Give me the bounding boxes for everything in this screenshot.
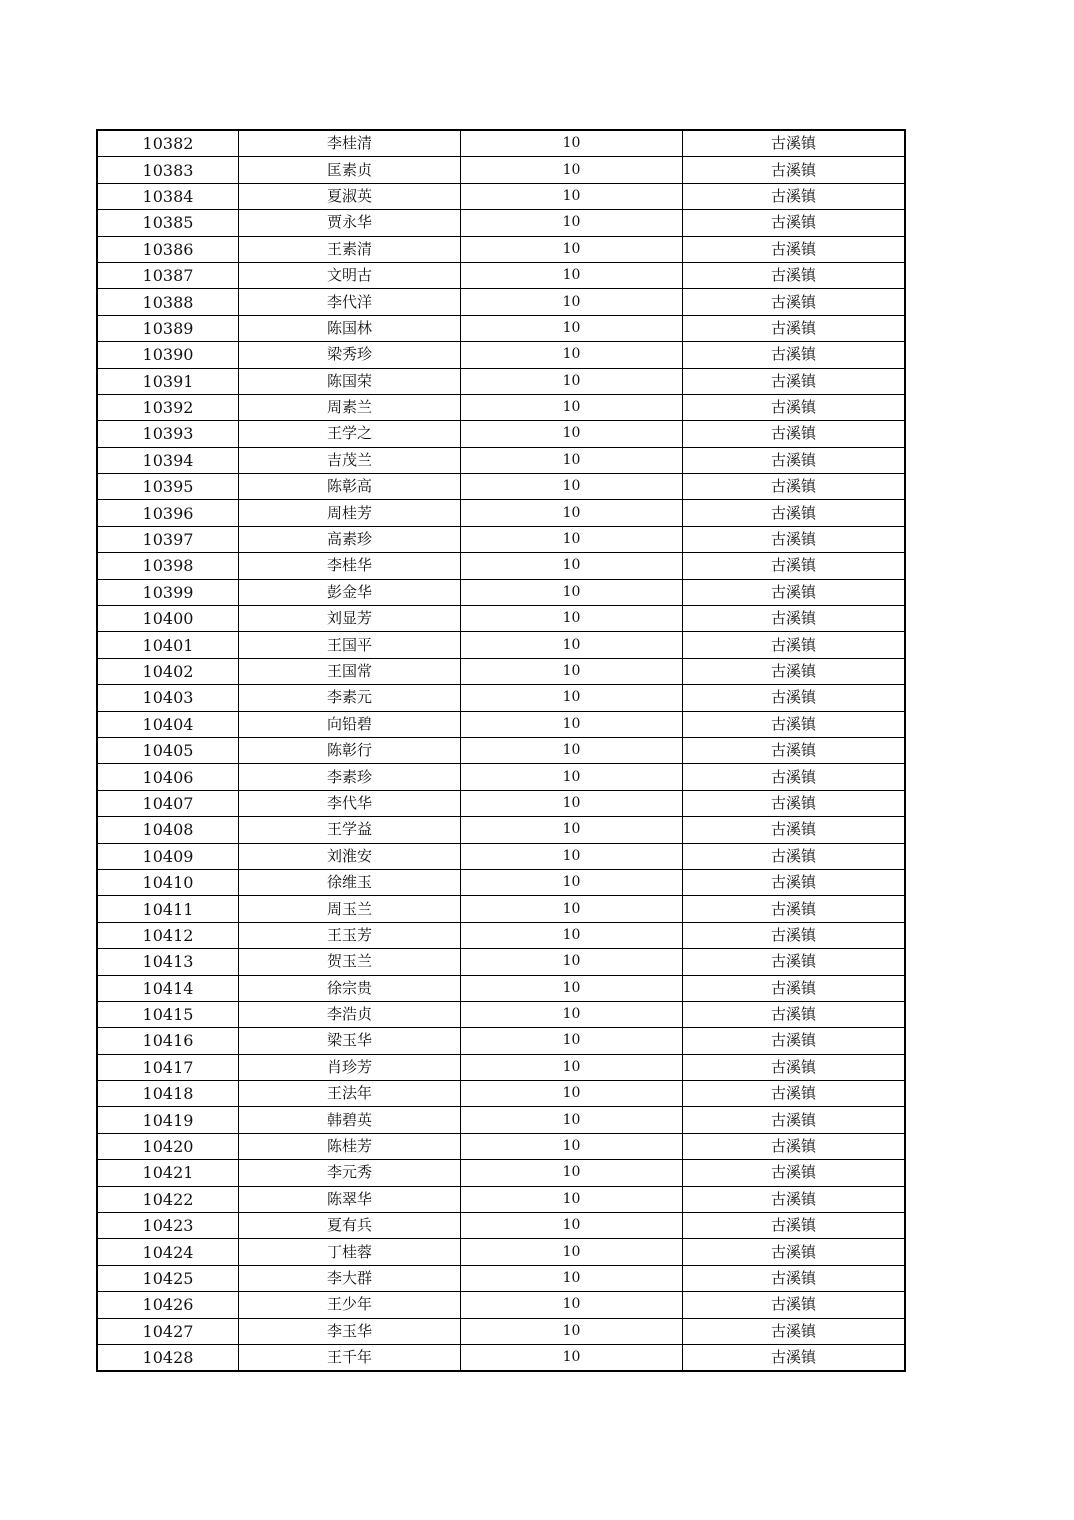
id-cell: 10419 <box>97 1107 239 1133</box>
name-cell: 李元秀 <box>239 1160 461 1186</box>
table-row <box>97 342 905 368</box>
amount-cell: 10 <box>461 1239 683 1265</box>
table-row <box>97 1265 905 1291</box>
town-cell: 古溪镇 <box>683 1028 906 1054</box>
town-cell: 古溪镇 <box>683 236 906 262</box>
amount-cell: 10 <box>461 843 683 869</box>
table-row <box>97 1318 905 1344</box>
name-cell: 吉茂兰 <box>239 447 461 473</box>
id-cell: 10406 <box>97 764 239 790</box>
table-row <box>97 843 905 869</box>
id-cell: 10389 <box>97 315 239 341</box>
name-cell: 李代洋 <box>239 289 461 315</box>
id-cell: 10402 <box>97 658 239 684</box>
town-cell: 古溪镇 <box>683 210 906 236</box>
id-cell: 10383 <box>97 157 239 183</box>
id-cell: 10414 <box>97 975 239 1001</box>
table-row <box>97 1028 905 1054</box>
id-cell: 10424 <box>97 1239 239 1265</box>
town-cell: 古溪镇 <box>683 157 906 183</box>
amount-cell: 10 <box>461 1318 683 1344</box>
town-cell: 古溪镇 <box>683 1292 906 1318</box>
name-cell: 刘淮安 <box>239 843 461 869</box>
town-cell: 古溪镇 <box>683 553 906 579</box>
table-row <box>97 922 905 948</box>
id-cell: 10382 <box>97 130 239 157</box>
id-cell: 10420 <box>97 1133 239 1159</box>
table-row <box>97 1292 905 1318</box>
amount-cell: 10 <box>461 1028 683 1054</box>
amount-cell: 10 <box>461 737 683 763</box>
table-row <box>97 1213 905 1239</box>
id-cell: 10399 <box>97 579 239 605</box>
town-cell: 古溪镇 <box>683 685 906 711</box>
name-cell: 梁玉华 <box>239 1028 461 1054</box>
name-cell: 陈桂芳 <box>239 1133 461 1159</box>
amount-cell: 10 <box>461 1265 683 1291</box>
id-cell: 10427 <box>97 1318 239 1344</box>
name-cell: 王国常 <box>239 658 461 684</box>
name-cell: 王国平 <box>239 632 461 658</box>
amount-cell: 10 <box>461 1344 683 1371</box>
town-cell: 古溪镇 <box>683 1213 906 1239</box>
town-cell: 古溪镇 <box>683 500 906 526</box>
amount-cell: 10 <box>461 1292 683 1318</box>
amount-cell: 10 <box>461 1107 683 1133</box>
roster-table-body <box>97 130 905 1371</box>
amount-cell: 10 <box>461 236 683 262</box>
table-row <box>97 1239 905 1265</box>
id-cell: 10407 <box>97 790 239 816</box>
table-row <box>97 949 905 975</box>
town-cell: 古溪镇 <box>683 183 906 209</box>
amount-cell: 10 <box>461 606 683 632</box>
table-row <box>97 1160 905 1186</box>
amount-cell: 10 <box>461 1160 683 1186</box>
town-cell: 古溪镇 <box>683 1318 906 1344</box>
name-cell: 徐维玉 <box>239 869 461 895</box>
id-cell: 10422 <box>97 1186 239 1212</box>
name-cell: 向铅碧 <box>239 711 461 737</box>
amount-cell: 10 <box>461 922 683 948</box>
table-row <box>97 1107 905 1133</box>
table-row <box>97 500 905 526</box>
amount-cell: 10 <box>461 394 683 420</box>
name-cell: 陈彰高 <box>239 474 461 500</box>
name-cell: 李浩贞 <box>239 1001 461 1027</box>
town-cell: 古溪镇 <box>683 1344 906 1371</box>
town-cell: 古溪镇 <box>683 342 906 368</box>
id-cell: 10392 <box>97 394 239 420</box>
name-cell: 周桂芳 <box>239 500 461 526</box>
id-cell: 10409 <box>97 843 239 869</box>
id-cell: 10418 <box>97 1081 239 1107</box>
table-row <box>97 1001 905 1027</box>
town-cell: 古溪镇 <box>683 1081 906 1107</box>
town-cell: 古溪镇 <box>683 262 906 288</box>
name-cell: 周玉兰 <box>239 896 461 922</box>
table-row <box>97 896 905 922</box>
table-row <box>97 1133 905 1159</box>
id-cell: 10401 <box>97 632 239 658</box>
name-cell: 夏有兵 <box>239 1213 461 1239</box>
table-row <box>97 474 905 500</box>
id-cell: 10391 <box>97 368 239 394</box>
id-cell: 10412 <box>97 922 239 948</box>
amount-cell: 10 <box>461 711 683 737</box>
town-cell: 古溪镇 <box>683 315 906 341</box>
table-row <box>97 632 905 658</box>
amount-cell: 10 <box>461 685 683 711</box>
table-row <box>97 157 905 183</box>
town-cell: 古溪镇 <box>683 368 906 394</box>
amount-cell: 10 <box>461 1133 683 1159</box>
id-cell: 10385 <box>97 210 239 236</box>
id-cell: 10395 <box>97 474 239 500</box>
amount-cell: 10 <box>461 157 683 183</box>
amount-cell: 10 <box>461 183 683 209</box>
amount-cell: 10 <box>461 1001 683 1027</box>
amount-cell: 10 <box>461 632 683 658</box>
table-row <box>97 606 905 632</box>
id-cell: 10387 <box>97 262 239 288</box>
amount-cell: 10 <box>461 500 683 526</box>
town-cell: 古溪镇 <box>683 632 906 658</box>
name-cell: 李代华 <box>239 790 461 816</box>
name-cell: 陈翠华 <box>239 1186 461 1212</box>
id-cell: 10411 <box>97 896 239 922</box>
name-cell: 李大群 <box>239 1265 461 1291</box>
name-cell: 彭金华 <box>239 579 461 605</box>
table-row <box>97 368 905 394</box>
town-cell: 古溪镇 <box>683 790 906 816</box>
name-cell: 李素元 <box>239 685 461 711</box>
table-row <box>97 394 905 420</box>
amount-cell: 10 <box>461 896 683 922</box>
id-cell: 10388 <box>97 289 239 315</box>
amount-cell: 10 <box>461 130 683 157</box>
town-cell: 古溪镇 <box>683 1054 906 1080</box>
id-cell: 10396 <box>97 500 239 526</box>
town-cell: 古溪镇 <box>683 869 906 895</box>
town-cell: 古溪镇 <box>683 421 906 447</box>
town-cell: 古溪镇 <box>683 1107 906 1133</box>
town-cell: 古溪镇 <box>683 1001 906 1027</box>
table-row <box>97 817 905 843</box>
table-row <box>97 130 905 157</box>
name-cell: 文明古 <box>239 262 461 288</box>
town-cell: 古溪镇 <box>683 447 906 473</box>
id-cell: 10408 <box>97 817 239 843</box>
name-cell: 陈彰行 <box>239 737 461 763</box>
amount-cell: 10 <box>461 526 683 552</box>
amount-cell: 10 <box>461 210 683 236</box>
id-cell: 10413 <box>97 949 239 975</box>
name-cell: 丁桂蓉 <box>239 1239 461 1265</box>
amount-cell: 10 <box>461 421 683 447</box>
table-row <box>97 737 905 763</box>
table-row <box>97 579 905 605</box>
amount-cell: 10 <box>461 262 683 288</box>
name-cell: 周素兰 <box>239 394 461 420</box>
amount-cell: 10 <box>461 315 683 341</box>
id-cell: 10410 <box>97 869 239 895</box>
town-cell: 古溪镇 <box>683 658 906 684</box>
amount-cell: 10 <box>461 949 683 975</box>
id-cell: 10426 <box>97 1292 239 1318</box>
town-cell: 古溪镇 <box>683 975 906 1001</box>
table-row <box>97 869 905 895</box>
name-cell: 韩碧英 <box>239 1107 461 1133</box>
town-cell: 古溪镇 <box>683 1239 906 1265</box>
table-row <box>97 1344 905 1371</box>
id-cell: 10400 <box>97 606 239 632</box>
town-cell: 古溪镇 <box>683 737 906 763</box>
town-cell: 古溪镇 <box>683 817 906 843</box>
amount-cell: 10 <box>461 1081 683 1107</box>
table-row <box>97 421 905 447</box>
town-cell: 古溪镇 <box>683 474 906 500</box>
name-cell: 李桂华 <box>239 553 461 579</box>
id-cell: 10415 <box>97 1001 239 1027</box>
table-row <box>97 315 905 341</box>
id-cell: 10417 <box>97 1054 239 1080</box>
name-cell: 刘显芳 <box>239 606 461 632</box>
table-row <box>97 262 905 288</box>
name-cell: 贺玉兰 <box>239 949 461 975</box>
table-row <box>97 711 905 737</box>
name-cell: 高素珍 <box>239 526 461 552</box>
table-row <box>97 790 905 816</box>
town-cell: 古溪镇 <box>683 526 906 552</box>
amount-cell: 10 <box>461 790 683 816</box>
name-cell: 徐宗贵 <box>239 975 461 1001</box>
table-row <box>97 210 905 236</box>
table-row <box>97 526 905 552</box>
id-cell: 10421 <box>97 1160 239 1186</box>
roster-table <box>96 129 906 1372</box>
amount-cell: 10 <box>461 1186 683 1212</box>
table-row <box>97 1186 905 1212</box>
table-row <box>97 1054 905 1080</box>
amount-cell: 10 <box>461 817 683 843</box>
town-cell: 古溪镇 <box>683 949 906 975</box>
town-cell: 古溪镇 <box>683 1186 906 1212</box>
amount-cell: 10 <box>461 342 683 368</box>
name-cell: 陈国荣 <box>239 368 461 394</box>
table-row <box>97 447 905 473</box>
id-cell: 10405 <box>97 737 239 763</box>
id-cell: 10384 <box>97 183 239 209</box>
id-cell: 10404 <box>97 711 239 737</box>
town-cell: 古溪镇 <box>683 1160 906 1186</box>
amount-cell: 10 <box>461 975 683 1001</box>
name-cell: 王少年 <box>239 1292 461 1318</box>
town-cell: 古溪镇 <box>683 843 906 869</box>
id-cell: 10390 <box>97 342 239 368</box>
table-row <box>97 975 905 1001</box>
table-row <box>97 236 905 262</box>
table-row <box>97 553 905 579</box>
town-cell: 古溪镇 <box>683 289 906 315</box>
name-cell: 李桂清 <box>239 130 461 157</box>
amount-cell: 10 <box>461 1054 683 1080</box>
town-cell: 古溪镇 <box>683 606 906 632</box>
id-cell: 10403 <box>97 685 239 711</box>
name-cell: 王法年 <box>239 1081 461 1107</box>
town-cell: 古溪镇 <box>683 130 906 157</box>
table-row <box>97 183 905 209</box>
town-cell: 古溪镇 <box>683 711 906 737</box>
table-row <box>97 685 905 711</box>
id-cell: 10428 <box>97 1344 239 1371</box>
table-row <box>97 658 905 684</box>
name-cell: 贾永华 <box>239 210 461 236</box>
name-cell: 李素珍 <box>239 764 461 790</box>
town-cell: 古溪镇 <box>683 922 906 948</box>
name-cell: 梁秀珍 <box>239 342 461 368</box>
name-cell: 夏淑英 <box>239 183 461 209</box>
name-cell: 陈国林 <box>239 315 461 341</box>
id-cell: 10416 <box>97 1028 239 1054</box>
name-cell: 李玉华 <box>239 1318 461 1344</box>
id-cell: 10423 <box>97 1213 239 1239</box>
name-cell: 王学之 <box>239 421 461 447</box>
amount-cell: 10 <box>461 869 683 895</box>
table-row <box>97 764 905 790</box>
name-cell: 王玉芳 <box>239 922 461 948</box>
name-cell: 肖珍芳 <box>239 1054 461 1080</box>
name-cell: 王千年 <box>239 1344 461 1371</box>
amount-cell: 10 <box>461 474 683 500</box>
table-row <box>97 1081 905 1107</box>
amount-cell: 10 <box>461 579 683 605</box>
name-cell: 王学益 <box>239 817 461 843</box>
town-cell: 古溪镇 <box>683 896 906 922</box>
id-cell: 10425 <box>97 1265 239 1291</box>
town-cell: 古溪镇 <box>683 579 906 605</box>
id-cell: 10397 <box>97 526 239 552</box>
town-cell: 古溪镇 <box>683 394 906 420</box>
town-cell: 古溪镇 <box>683 764 906 790</box>
id-cell: 10386 <box>97 236 239 262</box>
amount-cell: 10 <box>461 553 683 579</box>
id-cell: 10398 <box>97 553 239 579</box>
id-cell: 10394 <box>97 447 239 473</box>
amount-cell: 10 <box>461 368 683 394</box>
id-cell: 10393 <box>97 421 239 447</box>
amount-cell: 10 <box>461 447 683 473</box>
name-cell: 匡素贞 <box>239 157 461 183</box>
amount-cell: 10 <box>461 658 683 684</box>
town-cell: 古溪镇 <box>683 1265 906 1291</box>
amount-cell: 10 <box>461 1213 683 1239</box>
town-cell: 古溪镇 <box>683 1133 906 1159</box>
amount-cell: 10 <box>461 289 683 315</box>
amount-cell: 10 <box>461 764 683 790</box>
table-row <box>97 289 905 315</box>
name-cell: 王素清 <box>239 236 461 262</box>
